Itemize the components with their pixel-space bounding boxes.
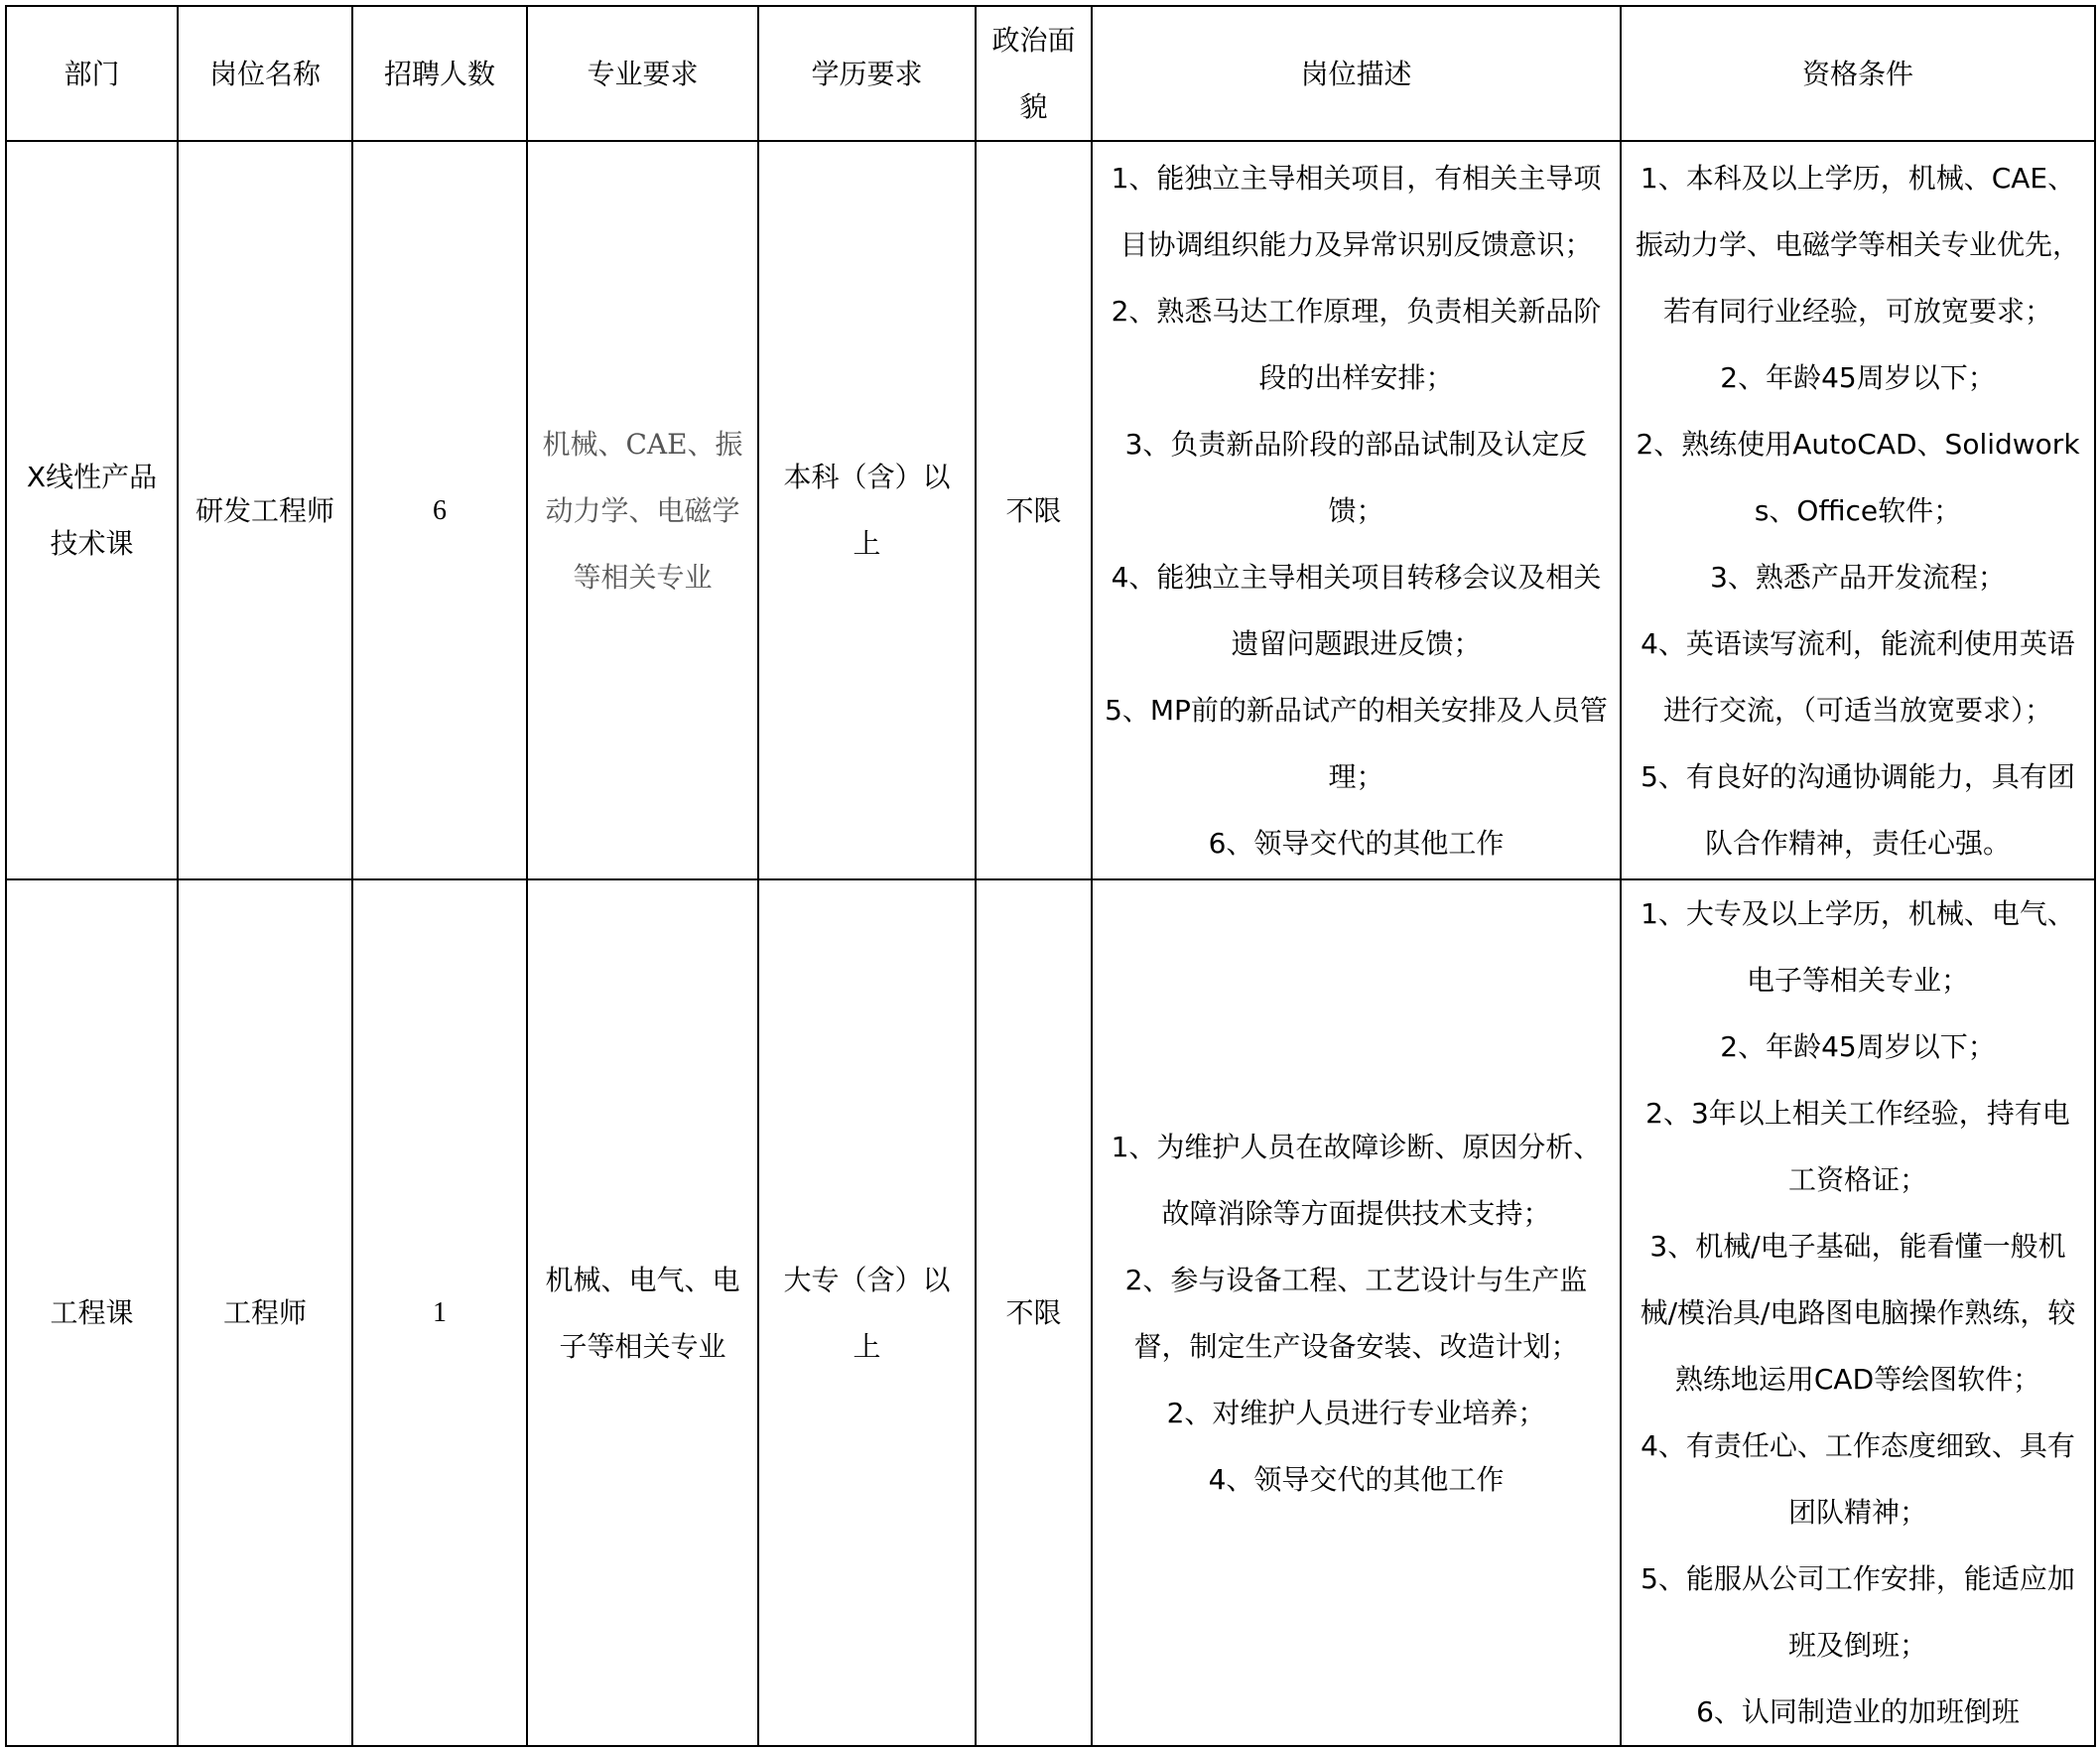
header-political: 政治面貌	[976, 6, 1092, 141]
qualification-item: 1、大专及以上学历，机械、电气、电子等相关专业；	[1641, 897, 2075, 997]
cell-major: 机械、电气、电子等相关专业	[527, 879, 758, 1746]
header-education: 学历要求	[758, 6, 976, 141]
cell-department: 工程课	[6, 879, 178, 1746]
cell-qualifications	[1621, 141, 2095, 879]
cell-major: 机械、CAE、振动力学、电磁学等相关专业	[527, 141, 758, 879]
qualification-item: 5、有良好的沟通协调能力，具有团队合作精神，责任心强。	[1641, 759, 2075, 860]
table-row	[6, 141, 2095, 879]
description-item: 6、领导交代的其他工作	[1208, 826, 1505, 860]
header-qualifications: 资格条件	[1621, 6, 2095, 141]
description-item: 4、领导交代的其他工作	[1208, 1462, 1505, 1496]
qualification-item: 2、熟练使用AutoCAD、Solidworks、Office软件；	[1636, 427, 2080, 527]
header-major: 专业要求	[527, 6, 758, 141]
cell-description	[1092, 141, 1621, 879]
qualification-item: 2、年龄45周岁以下；	[1720, 1030, 1996, 1063]
qualification-item: 3、机械/电子基础，能看懂一般机械/模治具/电路图电脑操作熟练，较熟练地运用CAD等绘图软件；	[1640, 1230, 2076, 1396]
description-item: 2、参与设备工程、工艺设计与生产监督，制定生产设备安装、改造计划；	[1124, 1263, 1588, 1363]
qualification-item: 3、熟悉产品开发流程；	[1710, 560, 2006, 594]
recruitment-table	[5, 5, 2096, 1747]
table-header-row	[6, 6, 2095, 141]
description-item: 1、为维护人员在故障诊断、原因分析、故障消除等方面提供技术支持；	[1111, 1130, 1602, 1230]
description-item: 3、负责新品阶段的部品试制及认定反馈；	[1124, 427, 1588, 527]
cell-education: 本科（含）以上	[758, 141, 976, 879]
cell-political: 不限	[976, 141, 1092, 879]
description-item: 5、MP前的新品试产的相关安排及人员管理；	[1105, 693, 1608, 793]
qualification-item: 1、本科及以上学历，机械、CAE、振动力学、电磁学等相关专业优先，若有同行业经验，可放宽要求；	[1635, 161, 2080, 328]
qualification-item: 2、年龄45周岁以下；	[1720, 360, 1996, 394]
header-department: 部门	[6, 6, 178, 141]
table-row	[6, 879, 2095, 1746]
description-item: 1、能独立主导相关项目，有相关主导项目协调组织能力及异常识别反馈意识；	[1111, 161, 1602, 261]
qualification-item: 2、3年以上相关工作经验，持有电工资格证；	[1645, 1097, 2070, 1196]
cell-political: 不限	[976, 879, 1092, 1746]
description-item: 4、能独立主导相关项目转移会议及相关遗留问题跟进反馈；	[1111, 560, 1602, 660]
cell-qualifications	[1621, 879, 2095, 1746]
description-item: 2、对维护人员进行专业培养；	[1166, 1396, 1546, 1429]
cell-description	[1092, 879, 1621, 1746]
cell-count: 1	[352, 879, 527, 1746]
cell-position: 工程师	[178, 879, 352, 1746]
qualification-item: 6、认同制造业的加班倒班	[1696, 1695, 2020, 1728]
qualification-item: 4、英语读写流利，能流利使用英语进行交流，（可适当放宽要求）；	[1641, 626, 2075, 727]
header-description: 岗位描述	[1092, 6, 1621, 141]
cell-position: 研发工程师	[178, 141, 352, 879]
header-position: 岗位名称	[178, 6, 352, 141]
cell-count: 6	[352, 141, 527, 879]
qualification-item: 5、能服从公司工作安排，能适应加班及倒班；	[1641, 1562, 2075, 1662]
header-count: 招聘人数	[352, 6, 527, 141]
qualification-item: 4、有责任心、工作态度细致、具有团队精神；	[1641, 1429, 2075, 1529]
cell-education: 大专（含）以上	[758, 879, 976, 1746]
description-item: 2、熟悉马达工作原理，负责相关新品阶段的出样安排；	[1111, 294, 1602, 394]
cell-department: X线性产品技术课	[6, 141, 178, 879]
